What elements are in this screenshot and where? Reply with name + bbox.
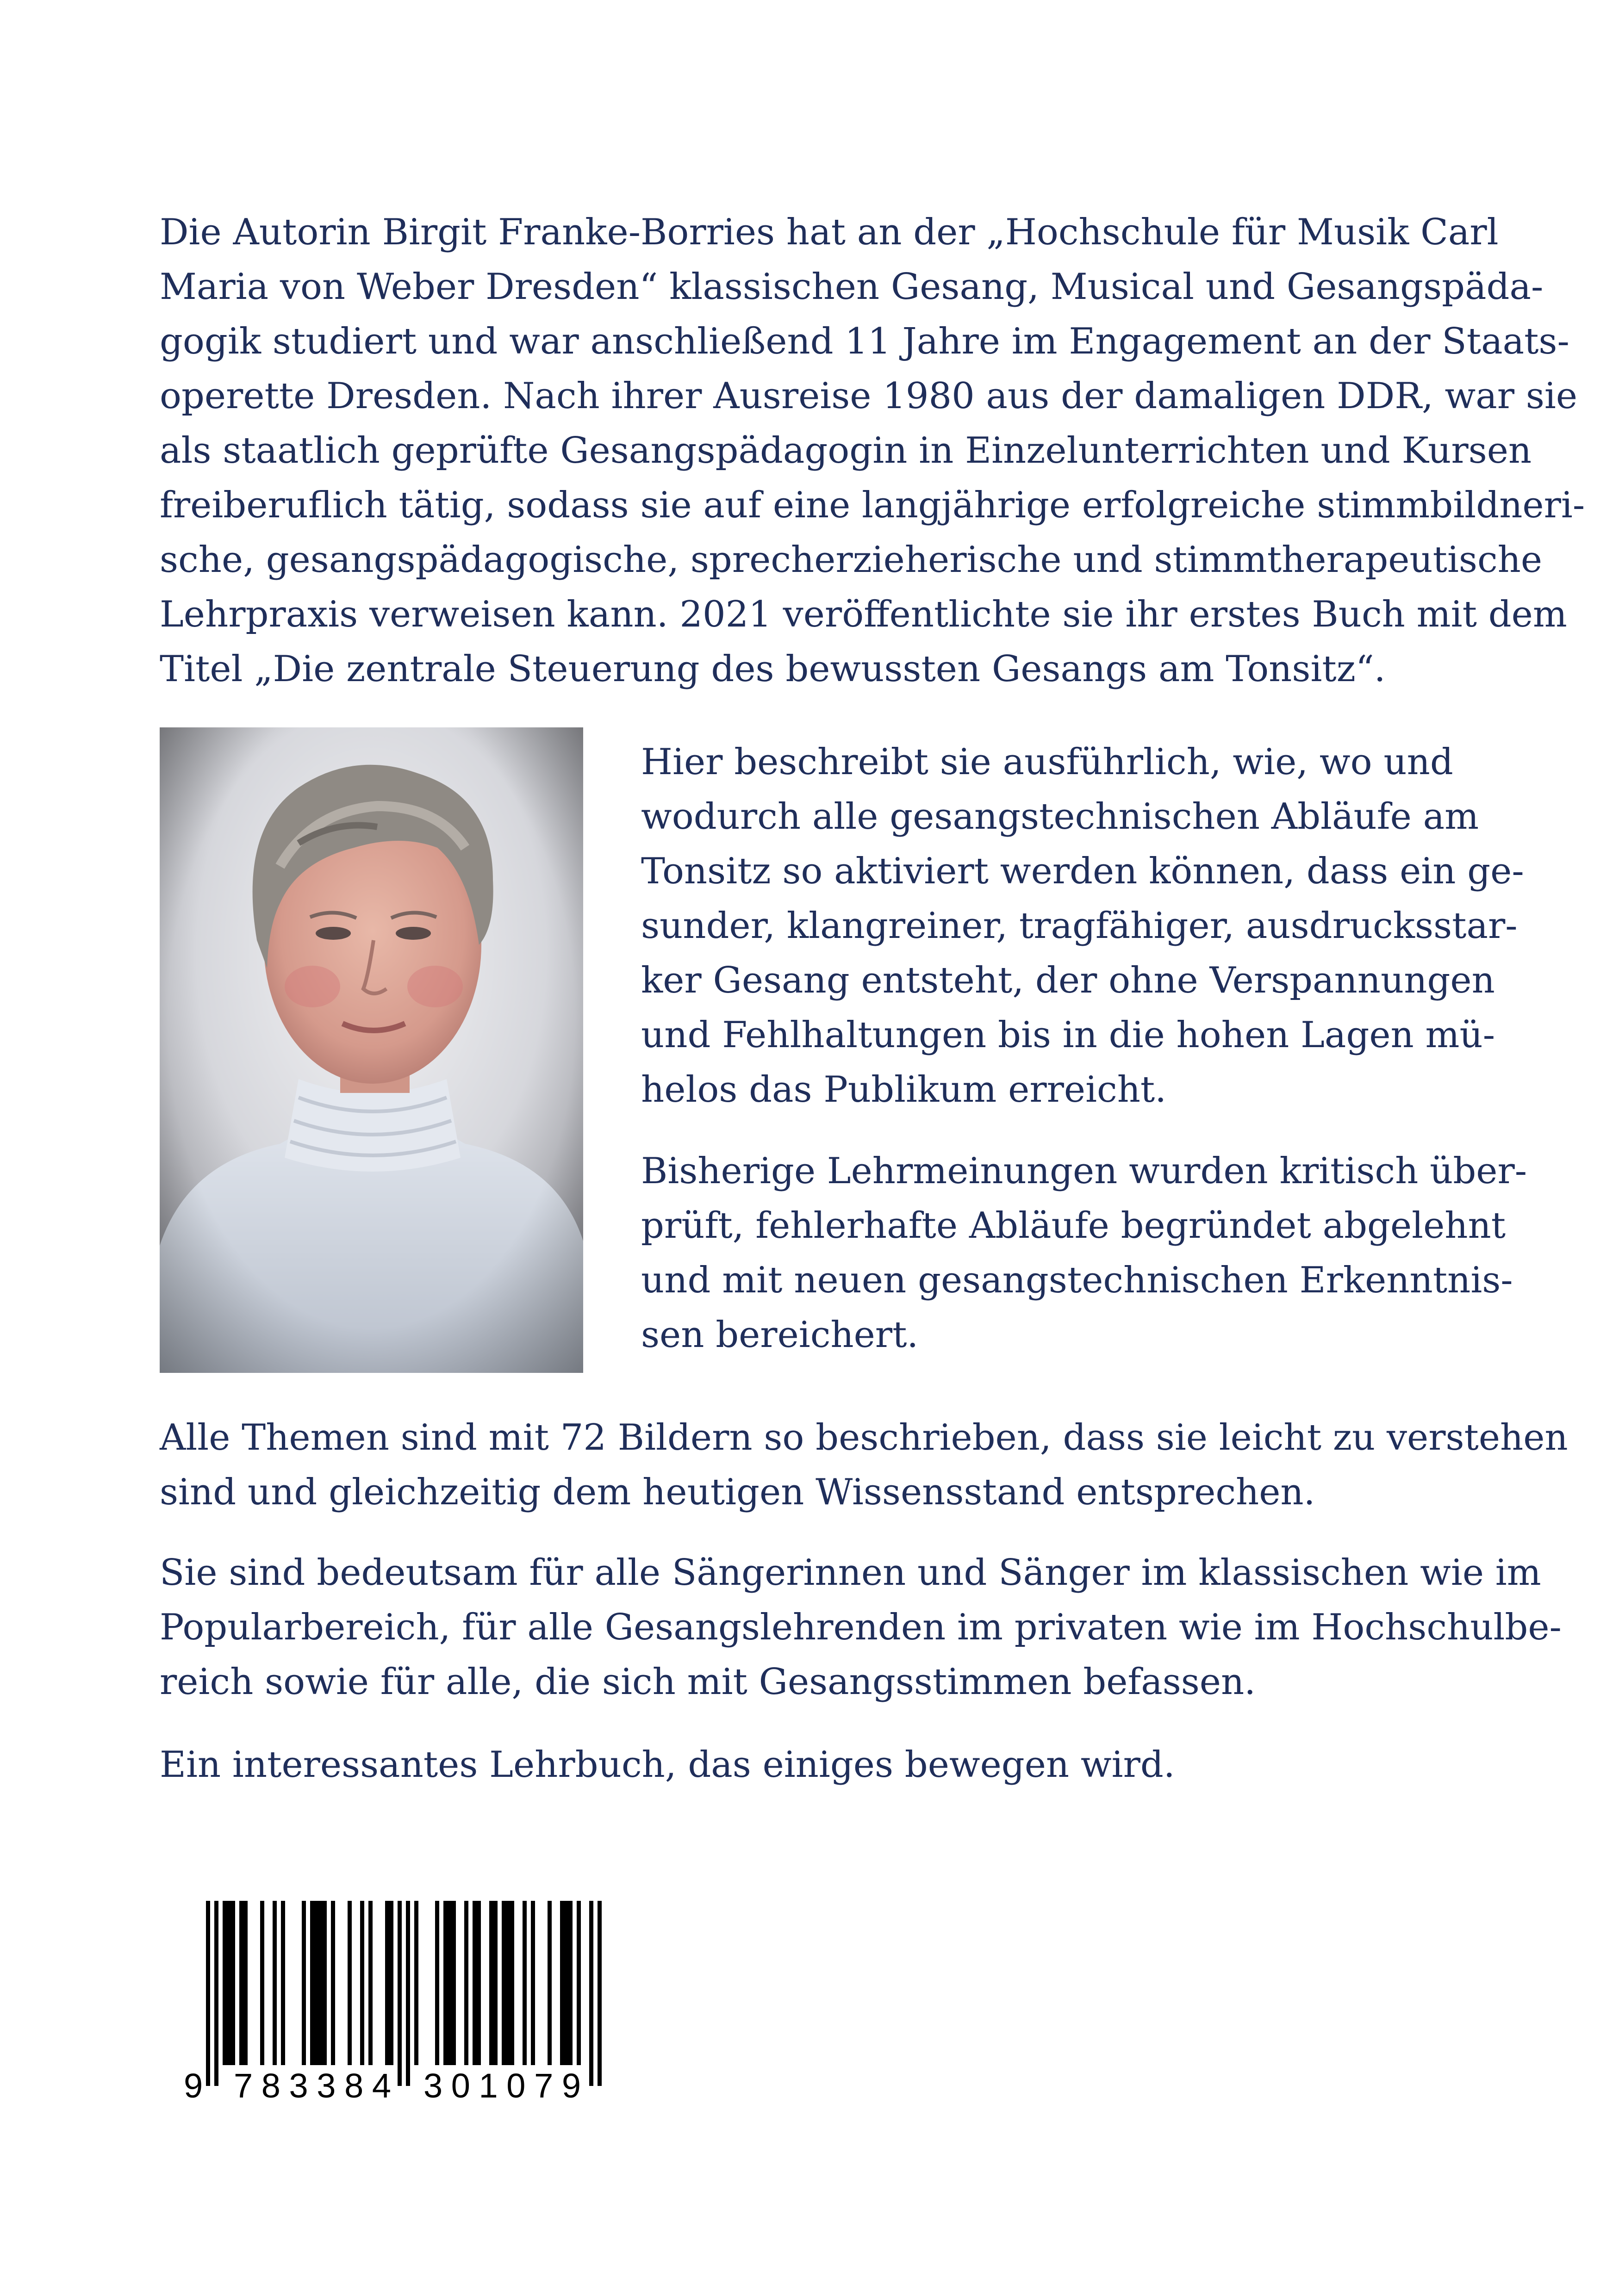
barcode-bar <box>531 1901 535 2065</box>
intro-line: Lehrpraxis verweisen kann. 2021 veröffentlichte sie ihr erstes Buch mit dem <box>160 594 1567 635</box>
barcode-bar <box>548 1901 552 2065</box>
intro-line: operette Dresden. Nach ihrer Ausreise 1980 aus der damaligen DDR, war sie <box>160 375 1578 417</box>
description-paragraph-2 <box>641 1144 1527 1362</box>
barcode-bar <box>589 1901 593 2086</box>
body-line: Popularbereich, für alle Gesangslehrenden im privaten wie im Hochschulbe- <box>160 1607 1562 1648</box>
body-line: Alle Themen sind mit 72 Bildern so beschrieben, dass sie leicht zu verstehen <box>160 1417 1568 1458</box>
barcode-bar <box>568 1901 573 2065</box>
intro-line: sche, gesangspädagogische, sprecherzieherische und stimmtherapeutische <box>160 539 1543 581</box>
intro-line: freiberuflich tätig, sodass sie auf eine langjährige erfolgreiche stimmbildneri- <box>160 484 1585 526</box>
barcode-digit-first: 9 <box>184 2066 203 2104</box>
barcode-bar <box>477 1901 481 2065</box>
barcode-bar <box>464 1901 468 2065</box>
barcode-graphic <box>183 1901 620 2104</box>
right-line: Hier beschreibt sie ausführlich, wie, wo und <box>641 741 1453 783</box>
author-portrait-illustration <box>160 727 583 1373</box>
right-line: Bisherige Lehrmeinungen wurden kritisch über- <box>641 1150 1527 1192</box>
barcode-bar <box>523 1901 527 2065</box>
barcode-bar <box>443 1901 448 2065</box>
isbn-barcode <box>183 1901 620 2104</box>
barcode-bar <box>473 1901 477 2065</box>
barcode-bar <box>318 1901 323 2065</box>
barcode-bar <box>239 1901 243 2065</box>
barcode-bar <box>564 1901 568 2065</box>
barcode-bar <box>510 1901 514 2065</box>
barcode-bar <box>598 1901 602 2086</box>
barcode-bar <box>323 1901 327 2065</box>
topics-paragraph <box>160 1410 1568 1520</box>
barcode-bar <box>281 1901 285 2065</box>
barcode-digits-left: 783384 <box>234 2066 391 2104</box>
barcode-bar <box>223 1901 227 2065</box>
barcode-bar <box>452 1901 456 2065</box>
barcode-bar <box>243 1901 248 2065</box>
right-line: sunder, klangreiner, tragfähiger, ausdrucksstar- <box>641 905 1518 947</box>
barcode-bar <box>389 1901 393 2065</box>
intro-line: Titel „Die zentrale Steuerung des bewussten Gesangs am Tonsitz“. <box>160 648 1386 690</box>
barcode-bar <box>231 1901 235 2065</box>
barcode-bar <box>502 1901 506 2065</box>
right-line: wodurch alle gesangstechnischen Abläufe am <box>641 796 1479 838</box>
barcode-bar <box>260 1901 264 2065</box>
barcode-bar <box>314 1901 318 2065</box>
barcode-bar <box>435 1901 439 2065</box>
intro-line: Maria von Weber Dresden“ klassischen Gesang, Musical und Gesangspäda- <box>160 266 1544 308</box>
right-line: sen bereichert. <box>641 1314 919 1356</box>
barcode-bar <box>368 1901 373 2065</box>
description-paragraph-1 <box>641 735 1524 1117</box>
body-line: sind und gleichzeitig dem heutigen Wissensstand entsprechen. <box>160 1471 1315 1513</box>
barcode-bar <box>385 1901 389 2065</box>
body-line: reich sowie für alle, die sich mit Gesangsstimmen befassen. <box>160 1661 1256 1703</box>
intro-line: gogik studiert und war anschließend 11 Jahre im Engagement an der Staats- <box>160 321 1569 362</box>
right-line: und mit neuen gesangstechnischen Erkenntnis- <box>641 1260 1513 1301</box>
audience-paragraph <box>160 1545 1562 1709</box>
barcode-bar <box>414 1901 418 2065</box>
barcode-bar <box>489 1901 493 2065</box>
closing-paragraph <box>160 1738 1439 1792</box>
barcode-bar <box>577 1901 581 2065</box>
body-line: Ein interessantes Lehrbuch, das einiges bewegen wird. <box>160 1744 1175 1786</box>
barcode-bar <box>227 1901 231 2065</box>
barcode-bar <box>214 1901 218 2086</box>
right-line: helos das Publikum erreicht. <box>641 1069 1167 1111</box>
barcode-bar <box>506 1901 510 2065</box>
barcode-bar <box>348 1901 352 2065</box>
barcode-bar <box>448 1901 452 2065</box>
intro-paragraph <box>160 205 1585 696</box>
barcode-bar <box>360 1901 364 2065</box>
barcode-bar <box>273 1901 277 2065</box>
body-line: Sie sind bedeutsam für alle Sängerinnen und Sänger im klassischen wie im <box>160 1552 1541 1594</box>
barcode-bar <box>398 1901 402 2086</box>
barcode-bar <box>302 1901 306 2065</box>
author-photo <box>160 727 583 1373</box>
barcode-bar <box>310 1901 314 2065</box>
right-line: prüft, fehlerhafte Abläufe begründet abgelehnt <box>641 1205 1506 1247</box>
barcode-bars <box>206 1901 602 2086</box>
barcode-digits-right: 301079 <box>423 2066 581 2104</box>
intro-line: Die Autorin Birgit Franke-Borries hat an der „Hochschule für Musik Carl <box>160 211 1499 253</box>
right-line: ker Gesang entsteht, der ohne Verspannungen <box>641 960 1495 1001</box>
barcode-bar <box>406 1901 410 2086</box>
intro-line: als staatlich geprüfte Gesangspädagogin in Einzelunterrichten und Kursen <box>160 430 1532 472</box>
barcode-bar <box>331 1901 335 2065</box>
right-line: Tonsitz so aktiviert werden können, dass ein ge- <box>641 850 1524 892</box>
barcode-bar <box>560 1901 564 2065</box>
right-line: und Fehlhaltungen bis in die hohen Lagen mü- <box>641 1014 1495 1056</box>
barcode-bar <box>206 1901 210 2086</box>
barcode-bar <box>493 1901 498 2065</box>
